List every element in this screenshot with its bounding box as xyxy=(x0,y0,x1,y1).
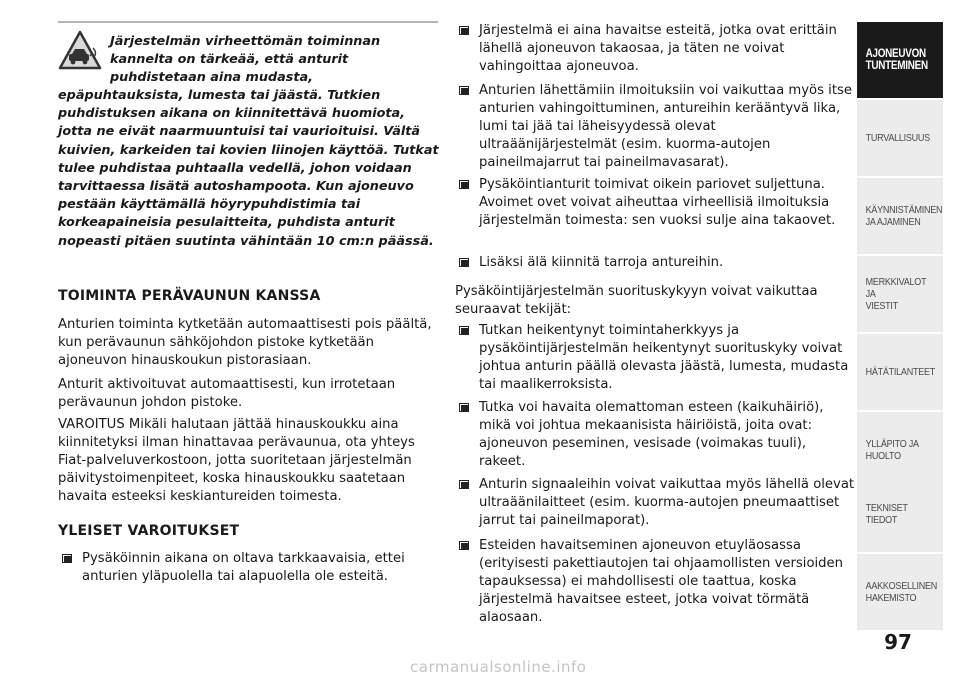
list-item-text: Järjestelmä ei aina havaitse esteitä, jotka ovat erittäin lähellä ajoneuvon takaosaa, ja täten ne voivat vahingoittaa ajoneuvoa. xyxy=(479,23,837,74)
paragraph: VAROITUS Mikäli halutaan jättää hinauskoukku aina kiinnitetyksi ilman hinattavaa perävaunua, ota yhteys Fiat-palveluverkostoon, jotta suoritetaan järjestelmän päivitystoimenpiteet, koska hinauskoukku saatetaan havaita esteeksi keskiantureiden toimesta. xyxy=(58,417,415,504)
tab-hatatilanteet[interactable] xyxy=(857,334,943,410)
list-item-text: Tutkan heikentynyt toimintaherkkyys ja pysäköintijärjestelmän heikentynyt suorituskyky voivat johtua anturin päällä olevasta jäästä, lumesta, mudasta tai maalikerroksista. xyxy=(479,323,849,392)
section-title-trailer: TOIMINTA PERÄVAUNUN KANSSA xyxy=(58,288,321,304)
tab-label: JA AJAMINEN xyxy=(865,216,921,228)
tab-label: TUNTEMINEN xyxy=(865,60,928,72)
tab-label: AJONEUVON xyxy=(865,48,926,60)
bullet-box-icon xyxy=(459,403,469,412)
warning-heading: Järjestelmän virheettömän toiminnan kannelta on tärkeää, että anturit puhdistetaan aina mudasta, xyxy=(110,34,381,85)
tab-merkkivalot[interactable] xyxy=(857,256,943,332)
list-item-text: Tutka voi havaita olemattoman esteen (kaikuhäiriö), mikä voi johtua mekaanisista häiriöistä, joita ovat: ajoneuvon peseminen, vesisade (voimakas tuuli), rakeet. xyxy=(479,400,824,469)
list-item xyxy=(455,254,851,272)
bullet-box-icon xyxy=(459,541,469,550)
tab-label: AAKKOSELLINEN xyxy=(865,580,938,592)
tab-label: KÄYNNISTÄMINEN xyxy=(865,204,943,216)
list-item xyxy=(455,22,851,76)
list-item xyxy=(455,176,851,230)
top-divider xyxy=(58,21,438,23)
paragraph: Anturien toiminta kytketään automaattisesti pois päältä, kun perävaunun sähköjohdon pistoke kytketään ajoneuvon hinauskoukun pistorasiaan. xyxy=(58,317,432,368)
paragraph: Pysäköintijärjestelmän suorituskykyyn voivat vaikuttaa seuraavat tekijät: xyxy=(455,284,818,317)
list-item xyxy=(455,476,855,530)
tab-tekniset-tiedot[interactable] xyxy=(857,476,943,552)
tab-label: TEKNISET TIEDOT xyxy=(865,502,908,526)
warning-text: epäpuhtauksista, lumesta tai jäästä. Tutkien puhdistuksen aikana on kiinnitettävä huomiota, jotta ne eivät naarmuuntuisi tai vaurioituisi. Vältä kuivien, karkeiden tai kovien liinojen käyttöä. Tutkat tulee puhdistaa puhtaalla vedellä, johon voidaan tarvittaessa lisätä autoshampoota. Kun ajoneuvo pestään käyttämällä höyrypuhdistimia tai korkeapaineisia pesulaitteita, puhdista anturit nopeasti pitäen suutinta vähintään 10 cm:n päässä. xyxy=(58,88,439,249)
tab-ajoneuvon-tunteminen[interactable] xyxy=(857,22,943,98)
tab-label: YLLÄPITO JA HUOLTO xyxy=(865,438,919,462)
bullet-box-icon xyxy=(459,180,469,189)
bullet-box-icon xyxy=(459,26,469,35)
car-warning-icon xyxy=(58,30,102,70)
bullet-box-icon xyxy=(459,480,469,489)
tab-kaynnistaminen[interactable] xyxy=(857,178,943,254)
list-item-text: Lisäksi älä kiinnitä tarroja antureihin. xyxy=(479,255,724,270)
tab-label: HAKEMISTO xyxy=(865,592,917,604)
tab-label: MERKKIVALOT JA xyxy=(865,276,927,300)
list-item-text: Esteiden havaitseminen ajoneuvon etuyläosassa (erityisesti pakettiautojen tai ohjaamollisten versioiden tapauksessa) ei mahdollisesti ole taattua, koska järjestelmä havaitsee esteet, jotka voivat törmätä alaosaan. xyxy=(479,538,844,625)
bullet-box-icon xyxy=(62,554,72,563)
list-item-text: Pysäköinnin aikana on oltava tarkkaavaisia, ettei anturien yläpuolella tai alapuolella ole esteitä. xyxy=(82,551,405,584)
bullet-box-icon xyxy=(459,326,469,335)
section-title-warnings: YLEISET VAROITUKSET xyxy=(58,523,240,539)
list-item-text: Pysäköintianturit toimivat oikein pariovet suljettuna. Avoimet ovet voivat aiheuttaa virheellisiä ilmoituksia järjestelmän toimesta: sen vuoksi sulje aina takaovet. xyxy=(479,177,836,228)
paragraph: Anturit aktivoituvat automaattisesti, kun irrotetaan perävaunun johdon pistoke. xyxy=(58,377,396,410)
list-item xyxy=(455,322,855,394)
bullet-box-icon xyxy=(459,86,469,95)
list-item xyxy=(58,550,446,586)
list-item xyxy=(455,399,851,471)
tab-label: TURVALLISUUS xyxy=(865,132,930,144)
tab-label: VIESTIT xyxy=(865,300,898,312)
tab-turvallisuus[interactable] xyxy=(857,100,943,176)
list-item xyxy=(455,537,853,627)
tab-label: HÄTÄTILANTEET xyxy=(865,366,936,378)
list-item-text: Anturien lähettämiin ilmoituksiin voi vaikuttaa myös itse anturien vahingoittuminen, antureihin kerääntyvä lika, lumi tai jää tai läheisyydessä olevat ultraäänijärjestelmät (esim. kuorma-autojen paineilmajarrut tai paineilmavasarat). xyxy=(479,83,853,170)
list-item xyxy=(455,82,855,172)
watermark: carmanualsonline.info xyxy=(410,658,587,676)
bullet-box-icon xyxy=(459,258,469,267)
chapter-sidebar xyxy=(857,0,960,678)
list-item-text: Anturin signaaleihin voivat vaikuttaa myös lähellä olevat ultraäänilaitteet (esim. kuorma-autojen pneumaattiset jarrut tai paineilmaporat). xyxy=(479,477,855,528)
tab-hakemisto[interactable] xyxy=(857,554,943,630)
page-number: 97 xyxy=(884,630,912,654)
